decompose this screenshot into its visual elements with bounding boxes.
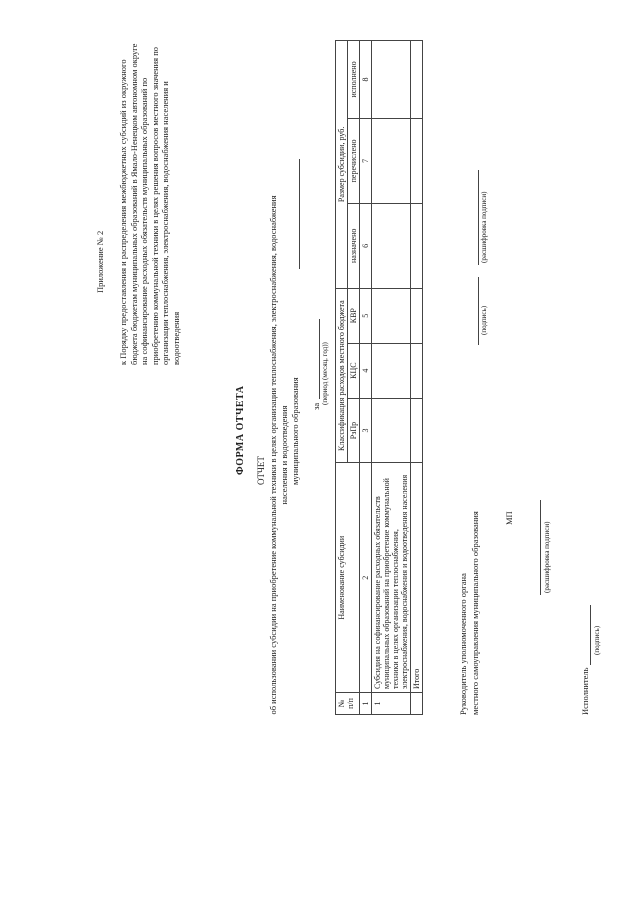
period-prefix: за xyxy=(311,402,321,410)
col-number: 8 xyxy=(360,41,372,119)
form-title: ФОРМА ОТЧЕТА xyxy=(235,385,246,475)
total-row xyxy=(411,41,423,715)
executor-sign-hint: (подпись) xyxy=(593,625,601,655)
header-transferred: перечислено xyxy=(348,118,360,203)
total-num-cell xyxy=(411,693,423,715)
col-number: 6 xyxy=(360,203,372,288)
head-decode-hint: (расшифровка подписи) xyxy=(480,191,488,263)
header-rzpr: РзПр xyxy=(348,398,360,463)
col-number: 7 xyxy=(360,118,372,203)
report-title: ОТЧЕТ xyxy=(256,456,266,485)
row-name: Субсидия на софинансирование расходных обязательств муниципальных образований на приобретение коммунальной техники в целях организации теплоснабжения, электроснабжения, водоснабжения и водоотведения населения xyxy=(372,463,411,693)
municipality-label: муниципального образования xyxy=(290,377,300,485)
appendix-text: к Порядку предоставления и распределения межбюджетных субсидий из окружного бюджета бюджетам муниципальных образований в Ямало-Ненецком автономном округе на софинансирование расходных обязательств муниципальных образований по приобретению коммунальной техники в целях решения вопросов местного значения по организации теплоснабжения, электроснабжения, водоснабжения населения и водоотведения xyxy=(118,43,181,365)
total-label: Итого xyxy=(411,463,423,693)
executor-decode-hint: (расшифровка подписи) xyxy=(543,521,551,593)
row-cell xyxy=(372,118,411,203)
head-decode-underline xyxy=(478,170,479,265)
col-number: 5 xyxy=(360,288,372,343)
executor-label: Исполнитель xyxy=(580,667,590,715)
executor-decode-underline xyxy=(540,500,541,595)
total-cell xyxy=(411,118,423,203)
header-subsidy-size: Размер субсидии, руб. xyxy=(336,41,348,289)
stamp-place: МП xyxy=(504,511,514,525)
row-cell xyxy=(372,288,411,343)
head-signature-line1: Руководитель уполномоченного органа xyxy=(458,573,468,715)
head-sign-hint: (подпись) xyxy=(480,305,488,335)
row-num: 1 xyxy=(372,693,411,715)
header-name: Наименование субсидии xyxy=(336,463,360,693)
total-cell xyxy=(411,398,423,463)
row-cell xyxy=(372,41,411,119)
col-number: 3 xyxy=(360,398,372,463)
total-cell xyxy=(411,288,423,343)
report-table xyxy=(335,40,423,715)
municipality-underline xyxy=(299,159,300,269)
period-underline xyxy=(319,319,320,399)
table-header-row-1 xyxy=(336,41,348,715)
table-row xyxy=(372,41,411,715)
report-subtitle: об использовании субсидии на приобретение коммунальной техники в целях организации теплоснабжения, электроснабжения, водоснабжения населения и водоотведения xyxy=(268,195,289,715)
header-classification: Классификация расходов местного бюджета xyxy=(336,288,348,463)
total-cell xyxy=(411,343,423,398)
total-cell xyxy=(411,203,423,288)
col-number: 1 xyxy=(360,693,372,715)
col-number: 2 xyxy=(360,463,372,693)
head-sign-underline xyxy=(478,277,479,345)
header-num: № п/п xyxy=(336,693,360,715)
column-number-row xyxy=(360,41,372,715)
total-cell xyxy=(411,41,423,119)
period-hint: (период (месяц, год)) xyxy=(321,342,329,405)
executor-sign-underline xyxy=(590,605,591,665)
head-signature-line2: местного самоуправления муниципального образования xyxy=(470,511,480,715)
header-kvr: КВР xyxy=(348,288,360,343)
appendix-title: Приложение № 2 xyxy=(95,230,105,293)
header-executed: исполнено xyxy=(348,41,360,119)
header-assigned: назначено xyxy=(348,203,360,288)
row-cell xyxy=(372,398,411,463)
col-number: 4 xyxy=(360,343,372,398)
row-cell xyxy=(372,343,411,398)
header-kcs: КЦС xyxy=(348,343,360,398)
row-cell xyxy=(372,203,411,288)
